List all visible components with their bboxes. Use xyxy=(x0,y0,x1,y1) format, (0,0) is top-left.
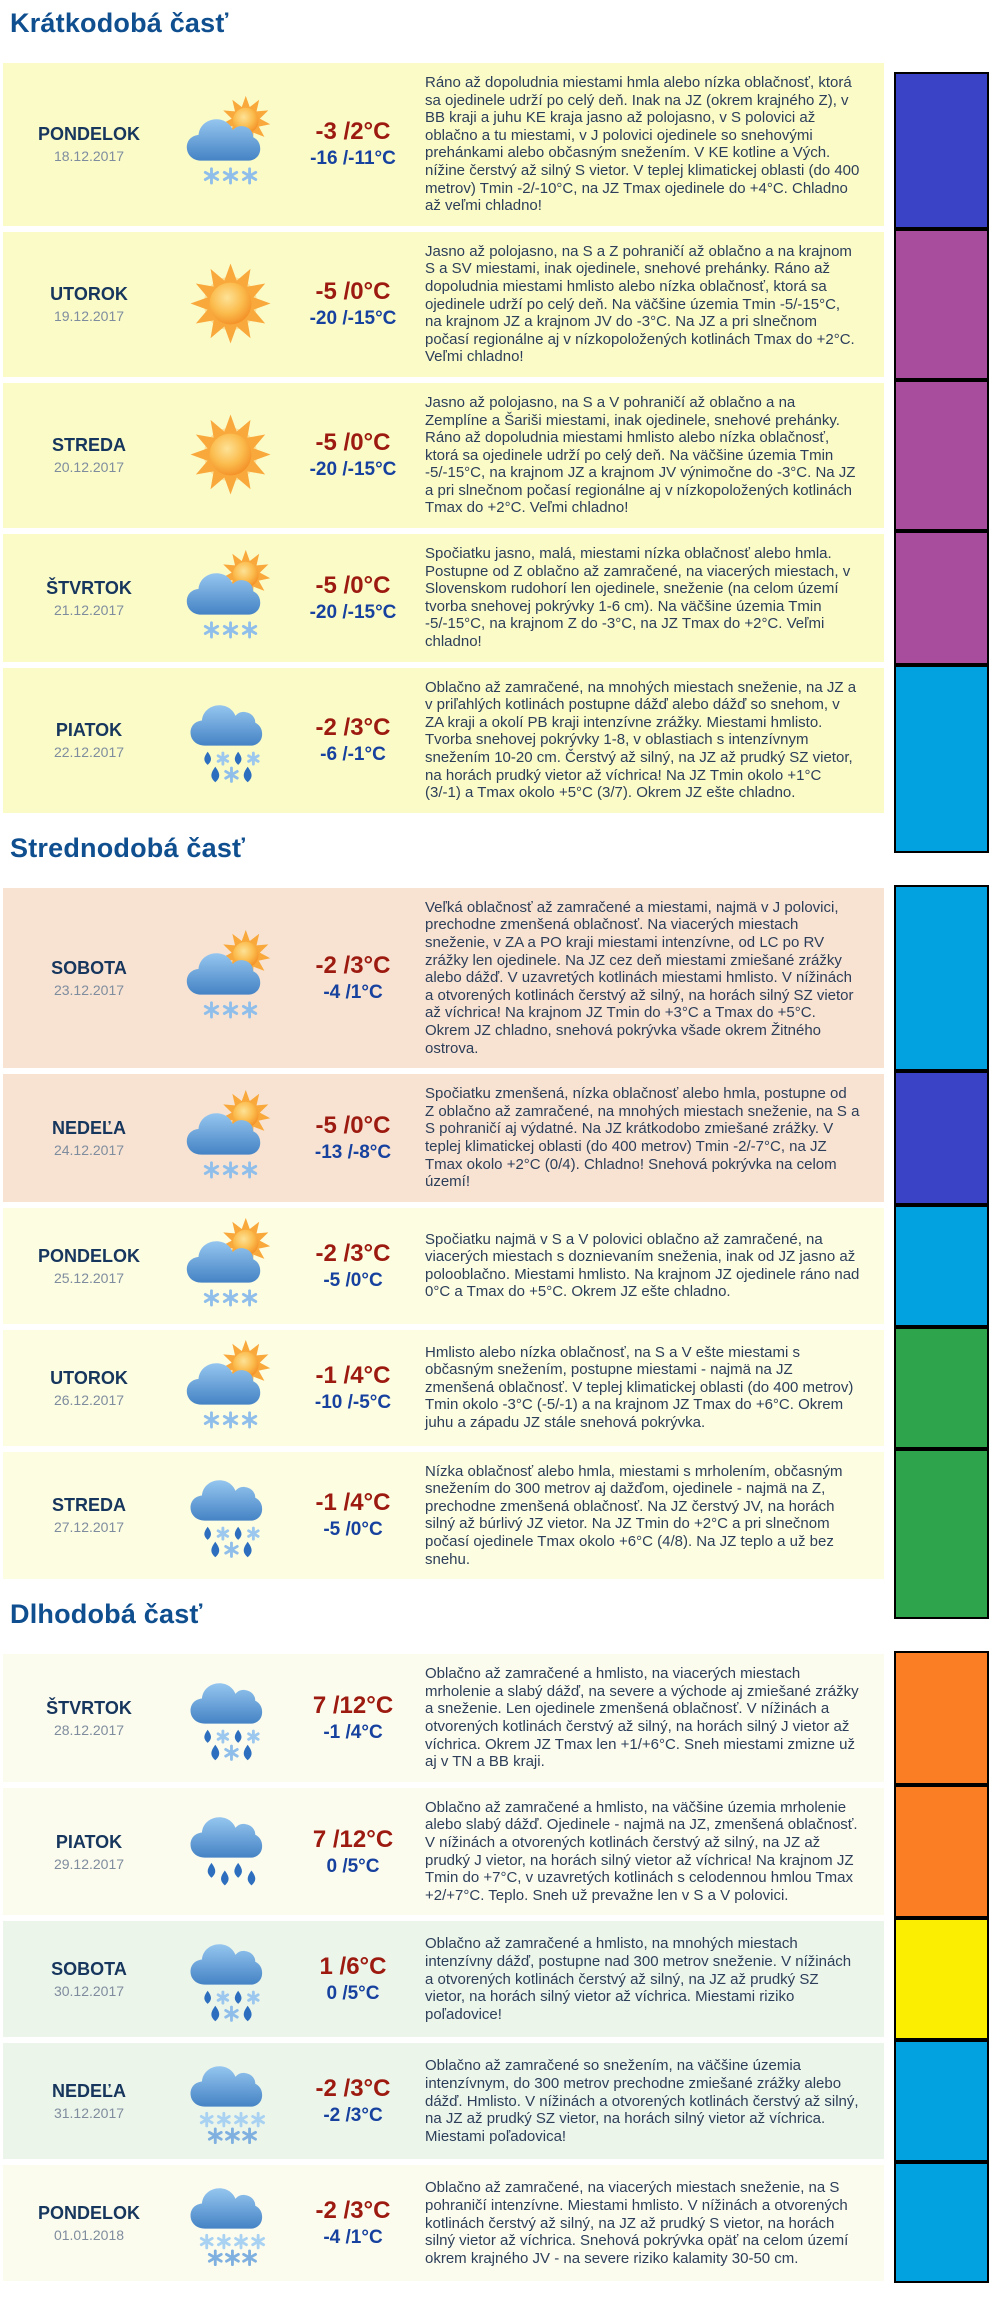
cloud-rain-icon xyxy=(175,1802,287,1902)
temperature-column xyxy=(287,952,419,1004)
day-column xyxy=(3,1832,175,1872)
temp-max-value: -3 /2°C xyxy=(315,118,391,146)
day-name: ŠTVRTOK xyxy=(46,577,132,598)
temp-min-value: -2 /3°C xyxy=(323,2105,383,2127)
forecast-text: Jasno až polojasno, na S a V pohraničí až oblačno a na Zemplíne a Šariši miestami, inak ojedinele, snehové prehánky. Ráno až dopoludnia miestami hmlisto alebo nízka oblačnosť, ktorá sa ojedinele udrží po celý deň. Na väčšine územia Tmin -5/-15°C, na krajnom JZ a krajnom JV výnimočne do -3°C. Na JZ a pri slnečnom počasí regionálne aj v nízkopoložených kotlinách Tmax do +2°C. Veľmi chladno! xyxy=(425,393,856,517)
cloud-sleet-icon xyxy=(175,1465,287,1565)
forecast-row-box xyxy=(3,1452,884,1580)
forecast-text: Oblačno až zamračené so snežením, na väčšine územia intenzívnym, do 300 metrov prechodne zmiešané zrážky alebo dážď. Hmlisto. V nížinách a otvorených kotlinách čerstvý až silný, na JZ až prudký SZ vietor, na horách silný vietor až víchrica. Miestami poľadovica! xyxy=(425,2057,859,2145)
temp-max-value: -5 /0°C xyxy=(315,429,391,457)
day-column xyxy=(3,435,175,475)
temperature-column xyxy=(287,1692,419,1744)
forecast-row-box xyxy=(3,2043,884,2159)
day-date: 01.01.2018 xyxy=(53,2227,125,2244)
forecast-rows xyxy=(0,63,1008,813)
sun-icon xyxy=(175,254,287,354)
forecast-text: Oblačno až zamračené, na mnohých miestach sneženie, na JZ a v priľahlých kotlinách postupne dážď alebo dážď so snehom, v ZA kraji a okolí PB kraji intenzívne zrážky. Miestami hmlisto. Tvorba snehovej pokrývky 1-8, v oblastiach s intenzívnym snežením 10-20 cm. Čerstvý až silný, na JZ až prudký SZ vietor, na horách prudký vietor až víchrica! Na JZ Tmin okolo +1°C (3/-1) a Tmax okolo +5°C (3/7). Okrem JZ ešte chladno. xyxy=(425,678,857,802)
forecast-text: Veľká oblačnosť až zamračené a miestami, najmä v J polovici, prechodne zmenšená oblačnosť. Na viacerých miestach sneženie, v ZA a PO kraji miestami intenzívne, od LC po RV zrážky len ojedinele. Na JZ cez deň miestami zmiešané zrážky alebo dážď. V uzavretých kotlinách miestami hmlisto. V nížinách a otvorených kotlinách čerstvý až silný, na horách silný SZ vietor až víchrica! Na krajnom JZ Tmin do +3°C a Tmax do +5°C. Okrem JZ chladno, snehová pokrývka všade okrem Žitného ostrova. xyxy=(425,898,854,1057)
day-name: NEDEĽA xyxy=(51,1117,126,1138)
temperature-column xyxy=(287,2197,419,2249)
sun-cloud-snow-icon xyxy=(175,548,287,648)
sun-cloud-snow-icon xyxy=(175,1338,287,1438)
temp-min-value: -4 /1°C xyxy=(323,981,383,1003)
day-name: PONDELOK xyxy=(37,124,140,145)
day-column xyxy=(3,958,175,998)
warning-level-indicator xyxy=(894,665,989,853)
day-date: 24.12.2017 xyxy=(53,1141,125,1158)
day-name: PONDELOK xyxy=(37,2203,140,2224)
forecast-text: Oblačno až zamračené a hmlisto, na viacerých miestach mrholenie a slabý dážď, na severe a východe aj zmiešané zrážky a sneženie. Len ojedinele zmenšená oblačnosť. V nížinách a otvorených kotlinách čerstvý až silný, na horách silný J vietor až víchrica. Okrem JZ Tmax len +1/+6°C. Sneh miestami zmizne už aj v TN a BB kraji. xyxy=(425,1665,859,1771)
day-name: PIATOK xyxy=(55,720,123,741)
temperature-column xyxy=(287,1240,419,1292)
forecast-row xyxy=(0,383,1008,528)
forecast-rows xyxy=(0,888,1008,1579)
forecast-row xyxy=(0,1330,1008,1446)
forecast-row xyxy=(0,2165,1008,2281)
forecast-row-box xyxy=(3,888,884,1068)
temperature-column xyxy=(287,1362,419,1414)
temp-min-value: -1 /4°C xyxy=(323,1722,383,1744)
forecast-text: Spočiatku najmä v S a V polovici oblačno až zamračené, na viacerých miestach s doznievaním sneženia, inak od JZ jasno až polooblačno. Miestami hmlisto. Na krajnom JZ ojedinele ráno nad 0°C a Tmax do +5°C. Okrem JZ ešte chladno. xyxy=(425,1230,860,1301)
cloud-sleet-icon xyxy=(175,1929,287,2029)
temp-max-value: -1 /4°C xyxy=(315,1489,391,1517)
temp-max-value: 7 /12°C xyxy=(312,1692,394,1720)
forecast-section xyxy=(0,1585,1008,2281)
forecast-row xyxy=(0,1452,1008,1580)
forecast-row xyxy=(0,1788,1008,1916)
temp-min-value: -10 /-5°C xyxy=(314,1391,392,1413)
forecast-text: Oblačno až zamračené a hmlisto, na mnohých miestach intenzívny dážď, postupne nad 300 metrov sneženie. V nížinách a otvorených kotlinách čerstvý až silný, na JZ až prudký SZ vietor, na horách silný vietor až víchrica. Miestami riziko poľadovice! xyxy=(425,1935,852,2023)
day-date: 31.12.2017 xyxy=(53,2105,125,2122)
forecast-row-box xyxy=(3,1788,884,1916)
forecast-row xyxy=(0,534,1008,662)
forecast-row-box xyxy=(3,1654,884,1782)
day-column xyxy=(3,124,175,164)
day-date: 27.12.2017 xyxy=(53,1519,125,1536)
forecast-row-box xyxy=(3,1208,884,1324)
forecast-row xyxy=(0,1208,1008,1324)
temperature-column xyxy=(287,572,419,624)
forecast-row xyxy=(0,232,1008,377)
cloud-sleet-icon xyxy=(175,690,287,790)
warning-level-indicator xyxy=(894,1651,989,1785)
day-name: UTOROK xyxy=(50,1367,128,1388)
day-name: SOBOTA xyxy=(51,957,127,978)
warning-level-indicator xyxy=(894,1071,989,1205)
temp-min-value: -20 /-15°C xyxy=(309,308,397,330)
temp-max-value: -5 /0°C xyxy=(315,571,391,599)
forecast-row-box xyxy=(3,383,884,528)
temp-max-value: -2 /3°C xyxy=(315,1239,391,1267)
day-date: 21.12.2017 xyxy=(53,601,125,618)
temp-max-value: -2 /3°C xyxy=(315,2197,391,2225)
day-date: 22.12.2017 xyxy=(53,744,125,761)
forecast-row-box xyxy=(3,63,884,226)
day-name: STREDA xyxy=(51,1495,126,1516)
warning-level-indicator xyxy=(894,2040,989,2162)
forecast-text: Oblačno až zamračené, na viacerých miestach sneženie, na S pohraničí intenzívne. Miestami hmlisto. V nížinách a otvorených kotlinách čerstvý až silný, na JZ až prudký S vietor, na horách silný vietor až víchrica. Snehová pokrývka opäť na celom území okrem krajného JV - na severe riziko kalamity 30-50 cm. xyxy=(425,2179,849,2267)
temperature-column xyxy=(287,714,419,766)
temp-min-value: -5 /0°C xyxy=(323,1269,383,1291)
section-title: Krátkodobá časť xyxy=(10,8,229,38)
temp-min-value: -5 /0°C xyxy=(323,1519,383,1541)
temperature-column xyxy=(287,118,419,170)
forecast-text: Spočiatku jasno, malá, miestami nízka oblačnosť alebo hmla. Postupne od Z oblačno až zamračené, na viacerých miestach, v Slovenskom rudohorí len ojedinele, sneženie (na celom území tvorba snehovej pokrývky 1-6 cm). Na väčšine územia Tmin -5/-15°C, na krajnom Z do -3°C, na JZ Tmax do +2°C. Veľmi chladno! xyxy=(425,545,851,651)
forecast-row-box xyxy=(3,534,884,662)
day-date: 28.12.2017 xyxy=(53,1722,125,1739)
cloud-sleet-icon xyxy=(175,1668,287,1768)
day-column xyxy=(3,720,175,760)
temp-min-value: -4 /1°C xyxy=(323,2227,383,2249)
temp-max-value: -2 /3°C xyxy=(315,714,391,742)
forecast-section xyxy=(0,819,1008,1579)
temperature-column xyxy=(287,278,419,330)
day-date: 25.12.2017 xyxy=(53,1269,125,1286)
day-column xyxy=(3,1698,175,1738)
temperature-column xyxy=(287,1826,419,1878)
sun-cloud-snow-icon xyxy=(175,94,287,194)
forecast-row xyxy=(0,888,1008,1068)
warning-level-indicator xyxy=(894,1205,989,1327)
temperature-column xyxy=(287,1112,419,1164)
temp-max-value: -2 /3°C xyxy=(315,951,391,979)
warning-level-indicator xyxy=(894,531,989,665)
day-date: 30.12.2017 xyxy=(53,1983,125,2000)
warning-level-indicator xyxy=(894,1918,989,2040)
temp-min-value: -16 /-11°C xyxy=(310,148,396,170)
warning-level-indicator xyxy=(894,72,989,229)
forecast-row xyxy=(0,63,1008,226)
sun-icon xyxy=(175,405,287,505)
temp-max-value: -1 /4°C xyxy=(315,1361,391,1389)
day-date: 26.12.2017 xyxy=(53,1391,125,1408)
sun-cloud-snow-icon xyxy=(175,928,287,1028)
day-column xyxy=(3,2203,175,2243)
day-date: 29.12.2017 xyxy=(53,1855,125,1872)
forecast-row-box xyxy=(3,668,884,813)
forecast-row-box xyxy=(3,1921,884,2037)
temp-max-value: -2 /3°C xyxy=(315,2075,391,2103)
forecast-rows xyxy=(0,1654,1008,2281)
forecast-row-box xyxy=(3,2165,884,2281)
temp-min-value: -20 /-15°C xyxy=(309,459,397,481)
warning-level-indicator xyxy=(894,885,989,1071)
day-name: UTOROK xyxy=(50,284,128,305)
day-name: STREDA xyxy=(51,435,126,456)
forecast-row-box xyxy=(3,232,884,377)
day-date: 18.12.2017 xyxy=(53,148,125,165)
temp-max-value: 7 /12°C xyxy=(312,1825,394,1853)
day-column xyxy=(3,1368,175,1408)
day-column xyxy=(3,1495,175,1535)
forecast-row-box xyxy=(3,1330,884,1446)
day-date: 19.12.2017 xyxy=(53,308,125,325)
temperature-column xyxy=(287,2075,419,2127)
forecast-text: Ráno až dopoludnia miestami hmla alebo nízka oblačnosť, ktorá sa ojedinele udrží po celý deň. Inak na JZ (okrem krajného Z), v BB kraji a juhu KE kraja jasno až polojasno, v S polovici až oblačno a tu miestami, v J polovici ojedinele so snehovými prehánkami alebo občasným snežením. V KE kotline a Vých. nížine čerstvý až silný S vietor. V teplej klimatickej oblasti (do 400 metrov) Tmin -2/-10°C, na JZ Tmax ojedinele do +4°C. Chladno až veľmi chladno! xyxy=(425,74,860,215)
temp-min-value: 0 /5°C xyxy=(326,1983,380,2005)
temperature-column xyxy=(287,1489,419,1541)
temp-max-value: -5 /0°C xyxy=(315,278,391,306)
warning-level-indicator xyxy=(894,1449,989,1620)
day-column xyxy=(3,2081,175,2121)
forecast-row xyxy=(0,668,1008,813)
day-column xyxy=(3,578,175,618)
cloud-snow-icon xyxy=(175,2051,287,2151)
temp-min-value: -13 /-8°C xyxy=(314,1141,392,1163)
warning-level-indicator xyxy=(894,380,989,531)
temp-max-value: -5 /0°C xyxy=(315,1111,391,1139)
day-column xyxy=(3,1118,175,1158)
forecast-text: Oblačno až zamračené a hmlisto, na väčšine územia mrholenie alebo slabý dážď. Ojedinele - najmä na JZ, zmenšená oblačnosť. V nížinách a otvorených kotlinách čerstvý až silný, na JZ až prudký J vietor, na horách silný vietor až víchrica! Na krajnom JZ Tmin do +7°C, v uzavretých kotlinách s celodennou hmlou Tmax +2/+7°C. Teplo. Sneh už prevažne len v S a V polovici. xyxy=(425,1798,858,1904)
forecast-text: Hmlisto alebo nízka oblačnosť, na S a V ešte miestami s občasným snežením, postupne miestami - najmä na JZ zmenšená oblačnosť. V teplej klimatickej oblasti (do 400 metrov) Tmin okolo -3°C (-5/-1) a na krajnom JZ Tmax do +6°C. Okrem juhu a západu JZ stále snehová pokrývka. xyxy=(425,1343,854,1432)
day-date: 20.12.2017 xyxy=(53,459,125,476)
warning-level-indicator xyxy=(894,2162,989,2283)
sun-cloud-snow-icon xyxy=(175,1216,287,1316)
day-name: PONDELOK xyxy=(37,1245,140,1266)
warning-level-indicator xyxy=(894,1327,989,1449)
section-title: Strednodobá časť xyxy=(10,832,246,863)
section-title: Dlhodobá časť xyxy=(10,1599,203,1630)
temp-max-value: 1 /6°C xyxy=(319,1953,387,1981)
temp-min-value: -6 /-1°C xyxy=(320,744,386,766)
day-date: 23.12.2017 xyxy=(53,981,125,998)
temp-min-value: -20 /-15°C xyxy=(309,601,397,623)
sun-cloud-snow-icon xyxy=(175,1088,287,1188)
forecast-row xyxy=(0,1654,1008,1782)
forecast-row xyxy=(0,1074,1008,1202)
cloud-snow-icon xyxy=(175,2173,287,2273)
forecast-row-box xyxy=(3,1074,884,1202)
day-name: ŠTVRTOK xyxy=(46,1698,132,1719)
day-name: NEDEĽA xyxy=(51,2081,126,2102)
temperature-column xyxy=(287,1953,419,2005)
forecast-text: Nízka oblačnosť alebo hmla, miestami s mrholením, občasným snežením do 300 metrov aj dažďom, ojedinele - najmä na Z, prechodne zmenšená oblačnosť. Na JZ čerstvý JV, na horách silný až búrlivý JZ vietor. Na JZ Tmin do +2°C a pri slnečnom počasí ojedinele Tmax okolo +6°C (4/8). Na JZ teplo a už bez snehu. xyxy=(425,1462,843,1568)
temperature-column xyxy=(287,429,419,481)
warning-level-indicator xyxy=(894,229,989,380)
forecast-row xyxy=(0,1921,1008,2037)
forecast-row xyxy=(0,2043,1008,2159)
forecast-section xyxy=(0,0,1008,813)
forecast-text: Spočiatku zmenšená, nízka oblačnosť alebo hmla, postupne od Z oblačno až zamračené, na mnohých miestach sneženie, na S a S pohraničí aj výdatné. Na JZ krátkodobo zmiešané zrážky. V teplej klimatickej oblasti (do 400 metrov) Tmin -2/-7°C, na JZ Tmax okolo +2°C (0/4). Chladno! Snehová pokrývka na celom území! xyxy=(425,1085,860,1191)
temp-min-value: 0 /5°C xyxy=(326,1855,380,1877)
day-name: SOBOTA xyxy=(51,1959,127,1980)
day-column xyxy=(3,284,175,324)
day-column xyxy=(3,1959,175,1999)
warning-level-indicator xyxy=(894,1785,989,1919)
day-name: PIATOK xyxy=(55,1831,123,1852)
day-column xyxy=(3,1246,175,1286)
forecast-text: Jasno až polojasno, na S a Z pohraničí až oblačno a na krajnom S a SV miestami, inak ojedinele, snehové prehánky. Ráno až dopoludnia miestami hmlisto alebo nízka oblačnosť, ktorá sa ojedinele udrží po celý deň. Na väčšine územia Tmin -5/-15°C, na krajnom JZ a krajnom JV do -3°C. Na JZ a pri slnečnom počasí regionálne aj v nízkopoložených kotlinách Tmax do +2°C. Veľmi chladno! xyxy=(425,242,855,366)
